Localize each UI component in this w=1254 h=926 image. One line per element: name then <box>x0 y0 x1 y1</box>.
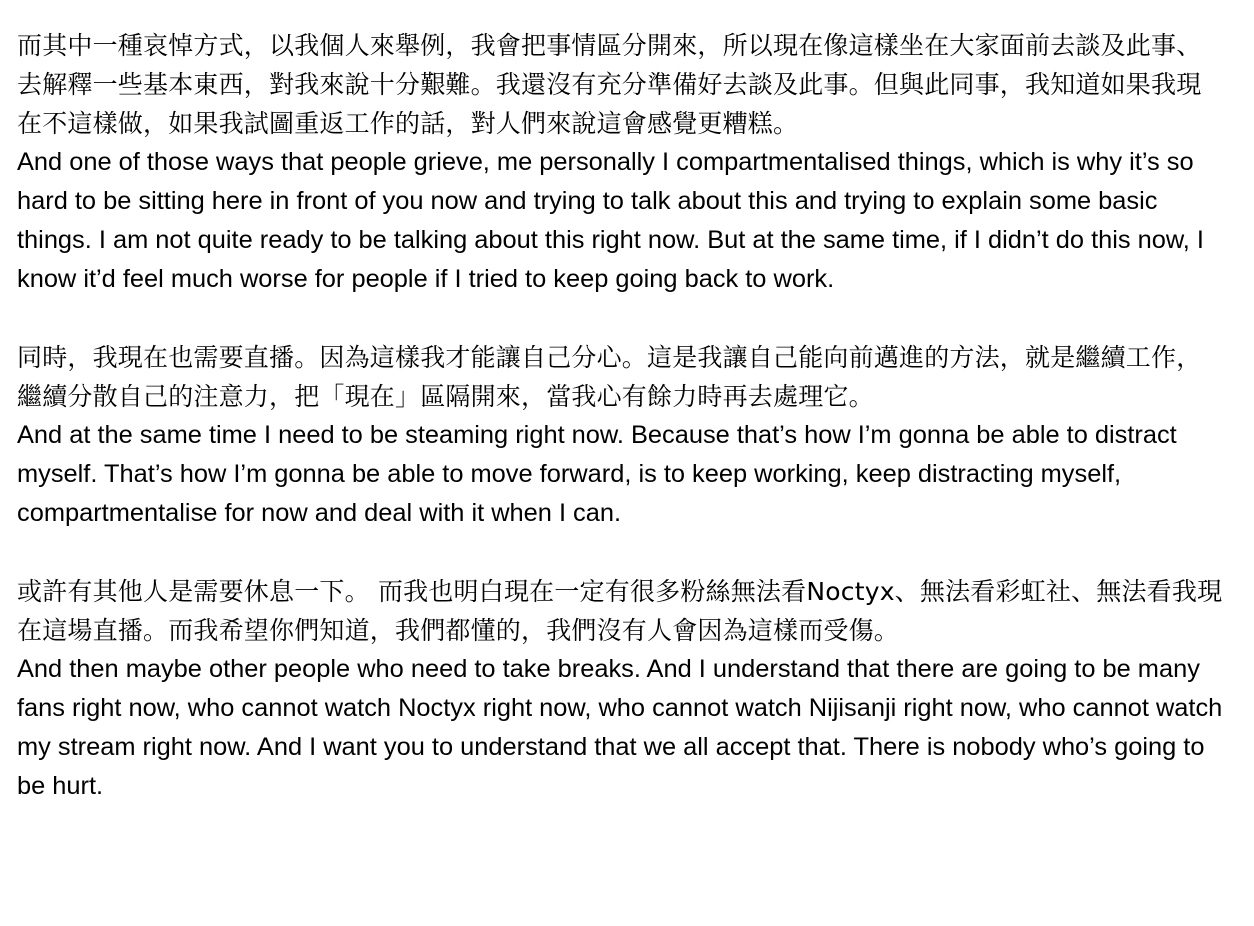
paragraph-1-chinese: 而其中一種哀悼方式，以我個人來舉例，我會把事情區分開來，所以現在像這樣坐在大家面前去談及此事、去解釋一些基本東西，對我來說十分艱難。我還沒有充分準備好去談及此事。但與此同事，我知道如果我現在不這樣做，如果我試圖重返工作的話，對人們來說這會感覺更糟糕。 <box>17 31 1202 138</box>
paragraph-1-english: And one of those ways that people grieve, me personally I compartmentalised things, which is why it’s so hard to be sitting here in front of you now and trying to talk about this and trying to explain some basic things. I am not quite ready to be talking about this right now. But at the same time, if I didn’t do this now, I know it’d feel much worse for people if I tried to keep going back to work. <box>17 148 1204 293</box>
paragraph-2-chinese: 同時，我現在也需要直播。因為這樣我才能讓自己分心。這是我讓自己能向前邁進的方法，就是繼續工作，繼續分散自己的注意力，把「現在」區隔開來，當我心有餘力時再去處理它。 <box>17 343 1202 411</box>
paragraph-spacer <box>17 299 1225 338</box>
paragraph-3 <box>17 572 1225 806</box>
paragraph-spacer <box>17 533 1225 572</box>
paragraph-3-english: And then maybe other people who need to take breaks. And I understand that there are going to be many fans right now, who cannot watch Noctyx right now, who cannot watch Nijisanji right now, who cannot watch my stream right now. And I want you to understand that we all accept that. There is nobody who’s going to be hurt. <box>17 655 1223 800</box>
paragraph-3-chinese: 或許有其他人是需要休息一下。 而我也明白現在一定有很多粉絲無法看Noctyx、無法看彩虹社、無法看我現在這場直播。而我希望你們知道，我們都懂的，我們沒有人會因為這樣而受傷。 <box>17 577 1223 645</box>
paragraph-2-english: And at the same time I need to be steaming right now. Because that’s how I’m gonna be able to distract myself. That’s how I’m gonna be able to move forward, is to keep working, keep distracting myself, compartmentalise for now and deal with it when I can. <box>17 421 1177 527</box>
document-body <box>17 26 1225 806</box>
paragraph-1 <box>17 26 1225 299</box>
paragraph-2 <box>17 338 1225 533</box>
